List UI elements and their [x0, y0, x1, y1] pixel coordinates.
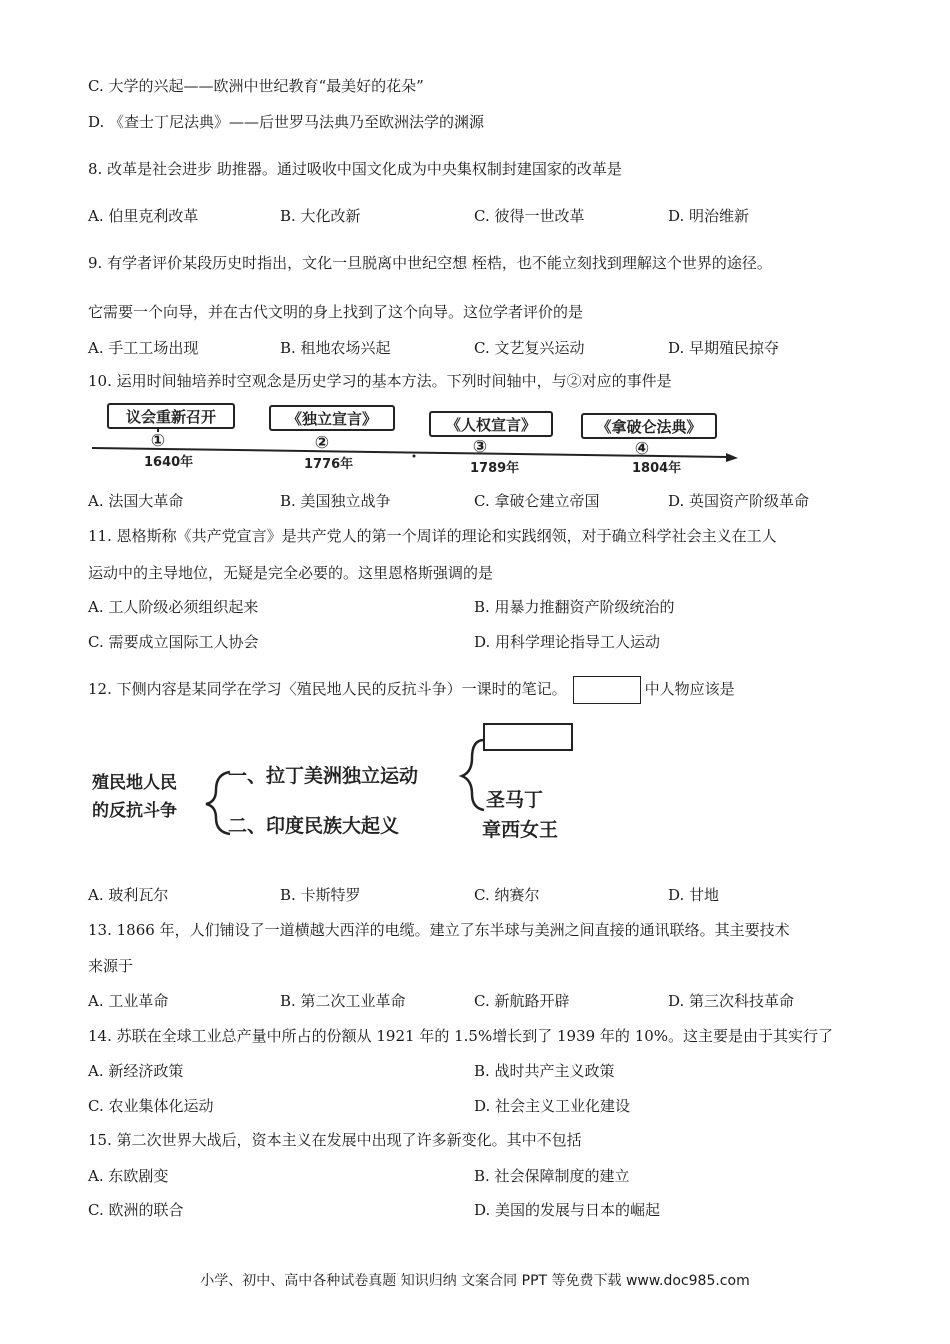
q9-option-c: C. 文艺复兴运动	[474, 339, 585, 357]
q14-option-b: B. 战时共产主义政策	[474, 1062, 615, 1080]
q14-option-d: D. 社会主义工业化建设	[474, 1097, 631, 1115]
timeline-event-4-number: ④	[634, 439, 650, 459]
timeline-event-2-year: 1776年	[304, 457, 354, 472]
timeline-event-3-year: 1789年	[470, 461, 520, 476]
q12-option-a: A. 玻利瓦尔	[88, 886, 169, 904]
q9-option-d: D. 早期殖民掠夺	[668, 339, 780, 357]
page-footer: 小学、初中、高中各种试卷真题 知识归纳 文案合同 PPT 等免费下载 www.doc985.com	[200, 1273, 750, 1289]
timeline-event-2-number: ②	[314, 433, 330, 453]
question-10-stem: 10. 运用时间轴培养时空观念是历史学习的基本方法。下列时间轴中，与②对应的事件是	[88, 372, 672, 390]
question-13-stem-line2: 来源于	[88, 957, 134, 975]
q11-option-b: B. 用暴力推翻资产阶级统治的	[474, 598, 675, 616]
q10-option-c: C. 拿破仑建立帝国	[474, 492, 600, 510]
q12-option-b: B. 卡斯特罗	[280, 886, 361, 904]
q13-option-b: B. 第二次工业革命	[280, 992, 406, 1010]
q11-option-a: A. 工人阶级必须组织起来	[88, 598, 259, 616]
q11-option-d: D. 用科学理论指导工人运动	[474, 633, 661, 651]
blank-box	[573, 676, 641, 704]
notes-diagram	[88, 718, 588, 848]
notes-branch-1: 一、拉丁美洲独立运动	[228, 765, 419, 787]
prev-option-c: C. 大学的兴起——欧洲中世纪教育“最美好的花朵”	[88, 77, 424, 95]
timeline-event-1-year: 1640年	[144, 455, 194, 470]
notes-leaf-person2: 章西女王	[482, 819, 559, 841]
notes-root-line2: 的反抗斗争	[92, 801, 177, 821]
q13-option-d: D. 第三次科技革命	[668, 992, 795, 1010]
timeline-event-1-number: ①	[150, 431, 166, 451]
q8-option-a: A. 伯里克利改革	[88, 207, 199, 225]
q15-option-c: C. 欧洲的联合	[88, 1201, 184, 1219]
timeline-event-4-label: 《拿破仑法典》	[596, 418, 702, 436]
timeline-event-3-number: ③	[472, 437, 488, 457]
q9-option-b: B. 租地农场兴起	[280, 339, 391, 357]
question-9-stem-line1: 9. 有学者评价某段历史时指出，文化一旦脱离中世纪空想 桎梏，也不能立刻找到理解这个世界的途径。	[88, 254, 772, 272]
question-11-stem-line1: 11. 恩格斯称《共产党宣言》是共产党人的第一个周详的理论和实践纲领，对于确立科学社会主义在工人	[88, 527, 777, 545]
timeline-event-2-label: 《独立宣言》	[286, 410, 378, 428]
question-11-stem-line2: 运动中的主导地位，无疑是完全必要的。这里恩格斯强调的是	[88, 564, 494, 582]
q15-option-a: A. 东欧剧变	[88, 1167, 169, 1185]
question-12-stem	[88, 676, 735, 704]
q9-option-a: A. 手工工场出现	[88, 339, 199, 357]
q13-option-c: C. 新航路开辟	[474, 992, 570, 1010]
timeline-event-3	[430, 412, 552, 476]
q12-option-d: D. 甘地	[668, 886, 720, 904]
q14-option-c: C. 农业集体化运动	[88, 1097, 214, 1115]
q10-option-b: B. 美国独立战争	[280, 492, 391, 510]
timeline-event-2	[270, 406, 394, 472]
timeline-event-4-year: 1804年	[632, 461, 682, 476]
q13-option-a: A. 工业革命	[88, 992, 169, 1010]
prev-option-d: D. 《查士丁尼法典》——后世罗马法典乃至欧洲法学的渊源	[88, 113, 485, 131]
notes-leaf-person: 圣马丁	[486, 789, 544, 811]
timeline-figure	[88, 400, 748, 480]
q8-option-d: D. 明治维新	[668, 207, 750, 225]
q8-option-c: C. 彼得一世改革	[474, 207, 585, 225]
notes-branch-2: 二、印度民族大起义	[228, 815, 400, 837]
question-12-stem-part1: 12. 下侧内容是某同学在学习〈殖民地人民的反抗斗争）一课时的笔记。	[88, 680, 567, 698]
timeline-event-1	[108, 404, 234, 470]
question-14-stem: 14. 苏联在全球工业总产量中所占的份额从 1921 年的 1.5%增长到了 1939 年的 10%。这主要是由于其实行了	[88, 1027, 834, 1045]
question-13-stem-line1: 13. 1866 年，人们铺设了一道横越大西洋的电缆。建立了东半球与美洲之间直接的通讯联络。其主要技术	[88, 921, 790, 939]
timeline-event-1-label: 议会重新召开	[125, 408, 217, 426]
q8-option-b: B. 大化改新	[280, 207, 361, 225]
timeline-event-4	[582, 414, 716, 476]
q15-option-d: D. 美国的发展与日本的崛起	[474, 1201, 661, 1219]
question-15-stem: 15. 第二次世界大战后，资本主义在发展中出现了许多新变化。其中不包括	[88, 1131, 582, 1149]
question-12-stem-part2: 中人物应该是	[644, 680, 735, 698]
q15-option-b: B. 社会保障制度的建立	[474, 1167, 630, 1185]
question-9-stem-line2: 它需要一个向导，并在古代文明的身上找到了这个向导。这位学者评价的是	[88, 303, 584, 321]
q10-option-a: A. 法国大革命	[88, 492, 184, 510]
q10-option-d: D. 英国资产阶级革命	[668, 492, 810, 510]
q11-option-c: C. 需要成立国际工人协会	[88, 633, 259, 651]
notes-root-line1: 殖民地人民	[92, 773, 177, 793]
q14-option-a: A. 新经济政策	[88, 1062, 184, 1080]
timeline-event-3-label: 《人权宣言》	[445, 416, 537, 434]
q12-option-c: C. 纳赛尔	[474, 886, 540, 904]
question-8-stem: 8. 改革是社会进步 助推器。通过吸收中国文化成为中央集权制封建国家的改革是	[88, 160, 622, 178]
